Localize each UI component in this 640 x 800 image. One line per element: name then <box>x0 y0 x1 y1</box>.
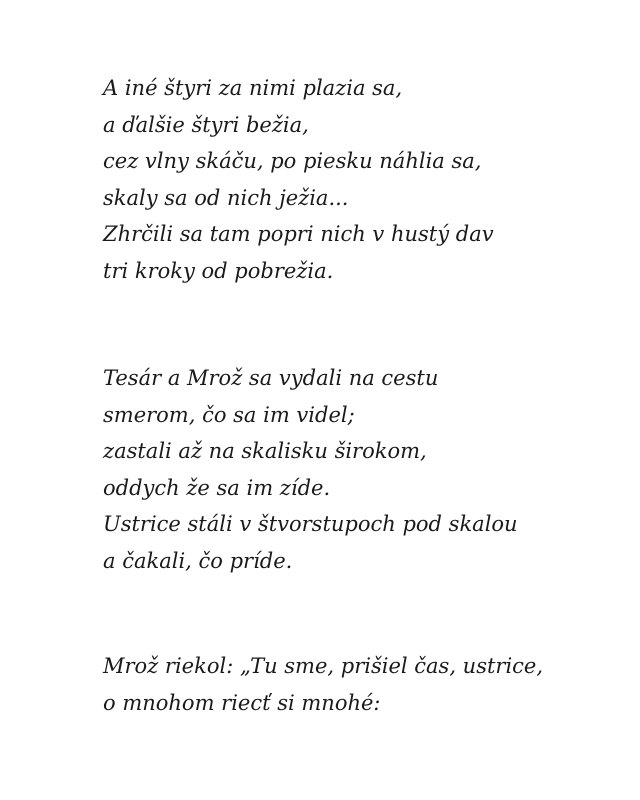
poem-line: Tesár a Mrož sa vydali na cestu <box>103 366 439 390</box>
poem-line: Mrož riekol: „Tu sme, prišiel čas, ustrice, <box>103 654 544 678</box>
poem-line: tri kroky od pobrežia. <box>103 258 334 283</box>
poem-line: o mnohom riecť si mnohé: <box>103 690 381 715</box>
poem-line: A iné štyri za nimi plazia sa, <box>103 76 403 100</box>
poem-stanza-2 <box>103 360 518 579</box>
poem-line: skaly sa od nich ježia... <box>103 185 349 210</box>
poem-line: cez vlny skáču, po piesku náhlia sa, <box>103 149 482 173</box>
poem-line: Ustrice stáli v štvorstupoch pod skalou <box>103 512 518 536</box>
poem-stanza-1 <box>103 70 494 289</box>
poem-line: zastali až na skalisku širokom, <box>103 439 427 463</box>
poem-stanza-3 <box>103 648 543 721</box>
poem-line: oddych že sa im zíde. <box>103 475 331 500</box>
poem-line: a čakali, čo príde. <box>103 548 293 573</box>
poem-line: smerom, čo sa im videl; <box>103 402 355 427</box>
poem-line: Zhrčili sa tam popri nich v hustý dav <box>103 222 494 246</box>
poem-line: a ďalšie štyri bežia, <box>103 112 309 137</box>
